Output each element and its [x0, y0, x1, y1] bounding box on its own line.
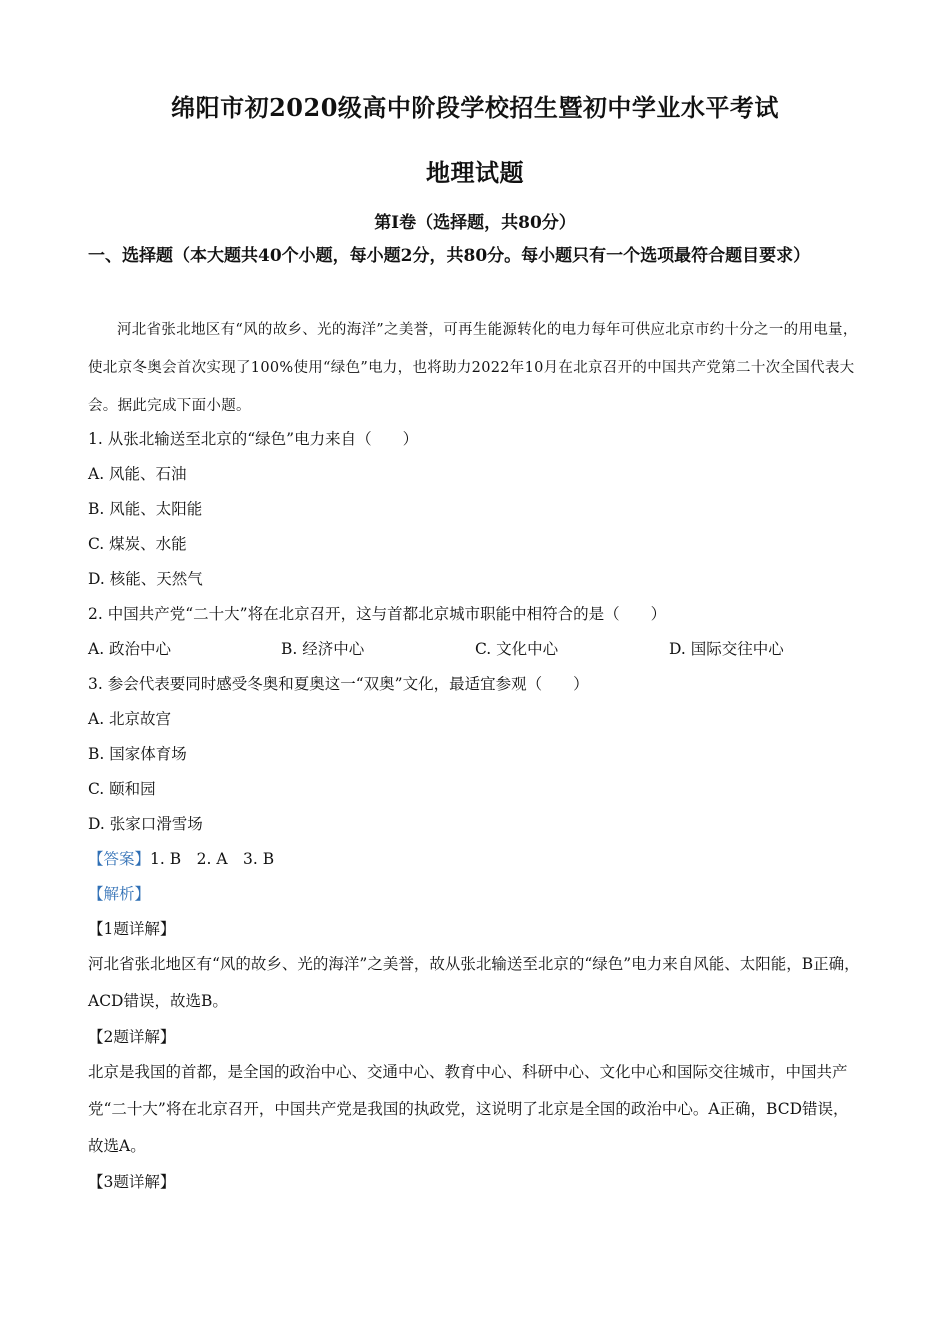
- detail-3-label: 【3题详解】: [88, 1173, 176, 1191]
- detail-1-label: 【1题详解】: [88, 920, 176, 938]
- question-2-option-c: C. 文化中心: [475, 640, 559, 658]
- exam-title: 绵阳市初2020级高中阶段学校招生暨初中学业水平考试: [171, 93, 779, 122]
- question-1-option-c: C. 煤炭、水能: [88, 535, 187, 553]
- question-3-option-b: B. 国家体育场: [88, 745, 187, 763]
- question-2-stem: 2. 中国共产党“二十大”将在北京召开，这与首都北京城市职能中相符合的是（ ）: [88, 605, 667, 623]
- question-1-stem: 1. 从张北输送至北京的“绿色”电力来自（ ）: [88, 430, 419, 448]
- question-3-option-a: A. 北京故宫: [88, 710, 172, 728]
- part-heading: 一、选择题（本大题共40个小题，每小题2分，共80分。每小题只有一个选项最符合题目要求）: [88, 246, 811, 266]
- answer-label: 【答案】: [88, 850, 151, 868]
- question-3-stem: 3. 参会代表要同时感受冬奥和夏奥这一“双奥”文化，最适宜参观（ ）: [88, 675, 589, 693]
- reading-passage: 河北省张北地区有“风的故乡、光的海洋”之美誉，可再生能源转化的电力每年可供应北京市约十分之一的用电量，使北京冬奥会首次实现了100%使用“绿色”电力，也将助力2022年10月在北京召开的中国共产党第二十次全国代表大会。据此完成下面小题。: [88, 322, 858, 414]
- answer-line: [88, 848, 274, 870]
- exam-subject-title: 地理试题: [426, 158, 524, 187]
- question-3-option-c: C. 颐和园: [88, 780, 156, 798]
- question-1-option-d: D. 核能、天然气: [88, 570, 203, 588]
- analysis-label: 【解析】: [88, 885, 151, 903]
- detail-2-text: 北京是我国的首都，是全国的政治中心、交通中心、教育中心、科研中心、文化中心和国际交往城市，中国共产党“二十大”将在北京召开，中国共产党是我国的执政党，这说明了北京是全国的政治中心。A正确，BCD错误，故选A。: [88, 1063, 849, 1155]
- section-title: 第Ⅰ卷（选择题，共80分）: [374, 213, 576, 233]
- question-1-option-b: B. 风能、太阳能: [88, 500, 203, 518]
- question-1-option-a: A. 风能、石油: [88, 465, 187, 483]
- answer-text: 1. B 2. A 3. B: [150, 850, 275, 868]
- question-2-option-d: D. 国际交往中心: [669, 640, 784, 658]
- question-2-option-a: A. 政治中心: [88, 640, 172, 658]
- question-2-option-b: B. 经济中心: [281, 640, 365, 658]
- question-3-option-d: D. 张家口滑雪场: [88, 815, 203, 833]
- question-2-options: [88, 637, 868, 659]
- detail-2-label: 【2题详解】: [88, 1028, 176, 1046]
- detail-1-text: 河北省张北地区有“风的故乡、光的海洋”之美誉，故从张北输送至北京的“绿色”电力来自风能、太阳能，B正确，ACD错误，故选B。: [88, 955, 860, 1010]
